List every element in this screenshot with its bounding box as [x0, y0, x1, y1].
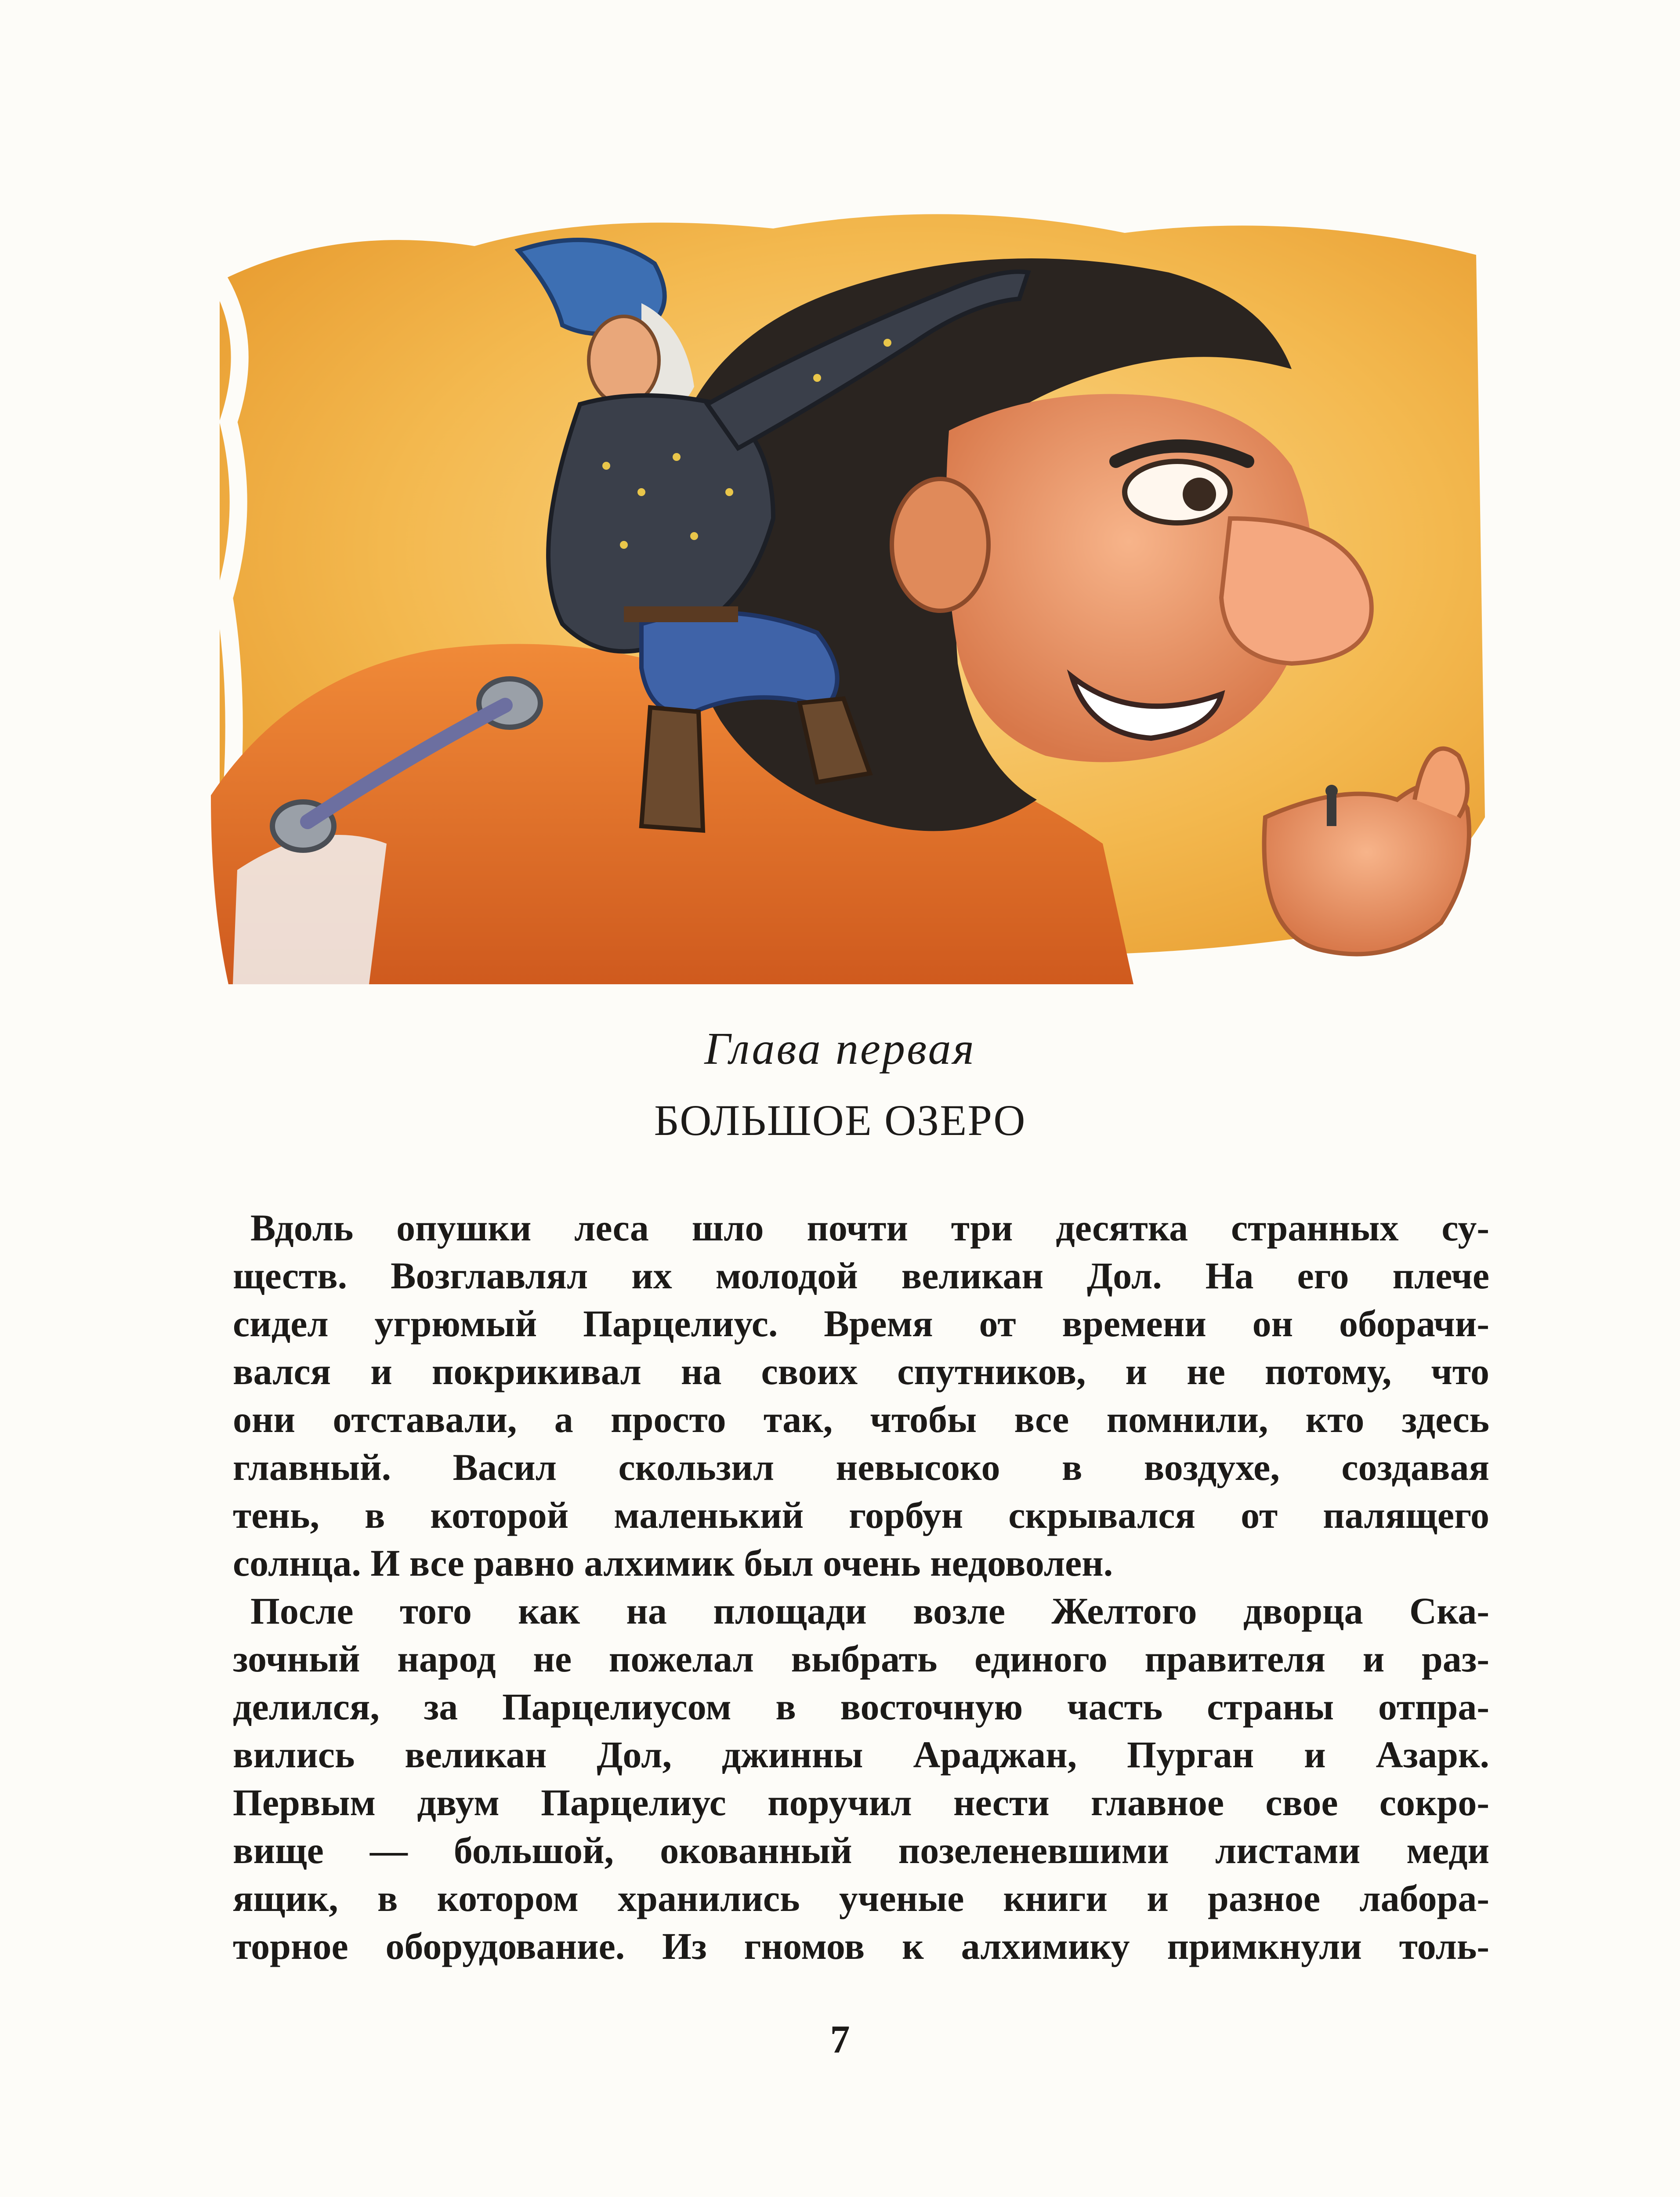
giant-hand [1264, 784, 1470, 954]
text-line: Вдоль опушки леса шло почти три десятка странных су- [250, 1207, 1489, 1249]
giant-ear [892, 479, 988, 611]
chapter-illustration [202, 158, 1494, 984]
text-line: солнца. И все равно алхимик был очень недоволен. [233, 1542, 1113, 1584]
text-line: ящик, в котором хранились ученые книги и разное лабора- [233, 1877, 1489, 1919]
text-line: торное оборудование. Из гномов к алхимику примкнули толь- [233, 1925, 1489, 1967]
paragraph [233, 1587, 1489, 1970]
text-line: главный. Васил скользил невысоко в воздухе, создавая [233, 1446, 1489, 1488]
chapter-text [233, 1204, 1489, 1970]
page-number: 7 [830, 2018, 850, 2061]
text-line: вался и покрикивал на своих спутников, и не потому, что [233, 1350, 1489, 1392]
paragraph [233, 1204, 1489, 1587]
tiny-figure [1327, 795, 1336, 826]
text-line: ществ. Возглавлял их молодой великан Дол. На его плече [233, 1254, 1489, 1297]
gnome-pants [641, 613, 837, 713]
text-line: После того как на площади возле Желтого дворца Ска- [250, 1590, 1489, 1632]
text-line: сидел угрюмый Парцелиус. Время от времени он оборачи- [233, 1302, 1489, 1345]
giant-with-gnome-illustration [202, 158, 1494, 984]
text-line: тень, в которой маленький горбун скрывался от палящего [233, 1494, 1489, 1536]
chapter-title: БОЛЬШОЕ ОЗЕРО [654, 1096, 1026, 1145]
text-line: делился, за Парцелиусом в восточную часть страны отпра- [233, 1686, 1489, 1728]
text-line: вище — большой, окованный позеленевшими листами меди [233, 1829, 1489, 1871]
text-line: Первым двум Парцелиус поручил нести главное свое сокро- [233, 1781, 1489, 1824]
text-line: зочный народ не пожелал выбрать единого правителя и раз- [233, 1638, 1489, 1680]
chapter-label: Глава первая [704, 1023, 976, 1074]
text-line: они отставали, а просто так, чтобы все помнили, кто здесь [233, 1398, 1489, 1440]
text-line: вились великан Дол, джинны Араджан, Пурган и Азарк. [233, 1733, 1489, 1776]
